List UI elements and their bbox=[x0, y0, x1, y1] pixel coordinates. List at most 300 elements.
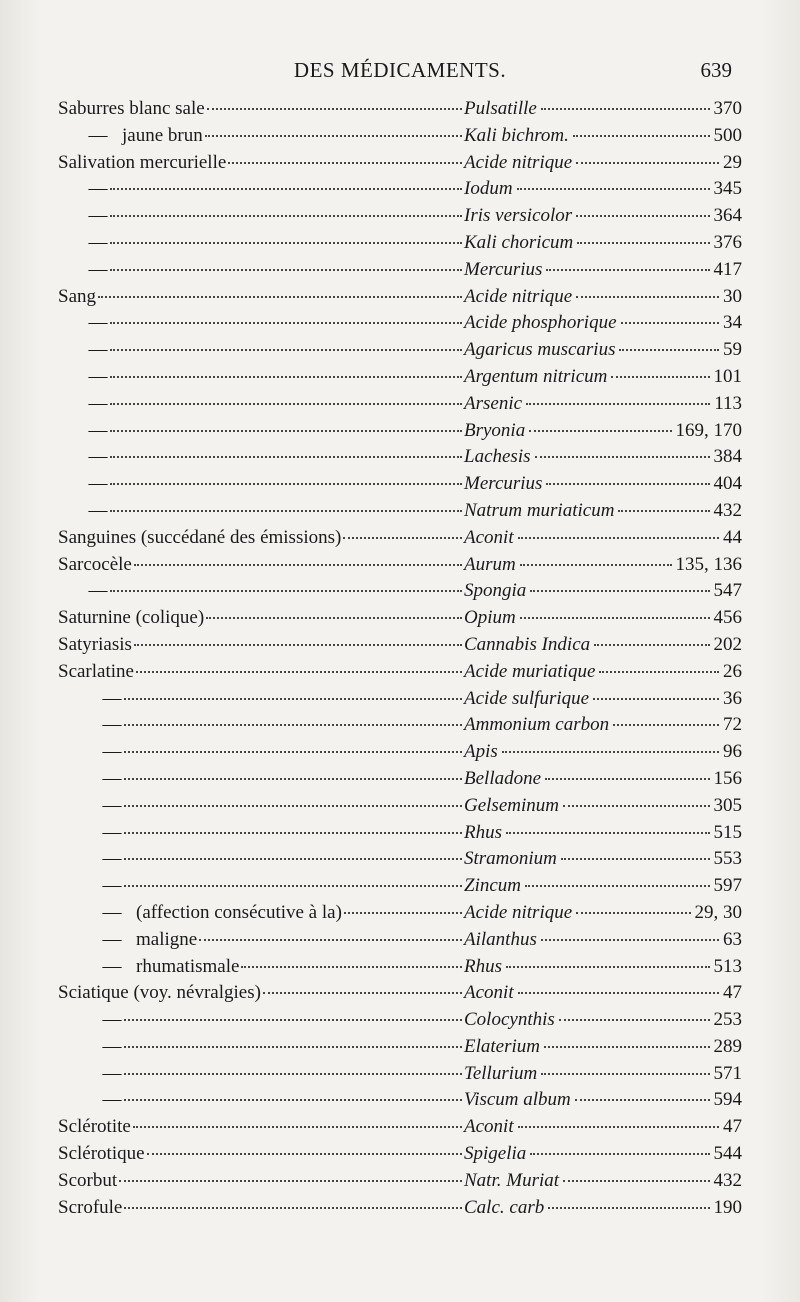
entry-term-group bbox=[58, 552, 132, 579]
entry-term-group bbox=[58, 1007, 122, 1034]
medicine-column bbox=[464, 391, 742, 418]
ditto-dash: — bbox=[102, 714, 122, 736]
dot-leader bbox=[576, 912, 690, 914]
medicine-name: Acide muriatique bbox=[464, 660, 596, 682]
entry-term: jaune brun bbox=[122, 124, 203, 146]
index-entry bbox=[58, 391, 742, 418]
entry-term: Sanguines (succédané des émissions) bbox=[58, 526, 342, 548]
dot-leader bbox=[343, 537, 462, 539]
entry-term-group bbox=[58, 310, 108, 337]
medicine-name: Aconit bbox=[464, 1116, 514, 1138]
dot-leader bbox=[576, 215, 709, 217]
medicine-name: Natr. Muriat bbox=[464, 1169, 560, 1191]
medicine-name: Argentum nitricum bbox=[464, 365, 608, 387]
index-entry bbox=[58, 900, 742, 927]
entry-term-group bbox=[58, 632, 132, 659]
page-reference: 101 bbox=[713, 365, 742, 387]
entry-term-group bbox=[58, 766, 122, 793]
dot-leader bbox=[546, 483, 709, 485]
dot-leader bbox=[110, 590, 462, 592]
index-entry bbox=[58, 284, 742, 311]
dot-leader bbox=[228, 162, 462, 164]
page-reference: 36 bbox=[723, 687, 742, 709]
dot-leader bbox=[561, 858, 710, 860]
page-reference: 29 bbox=[723, 151, 742, 173]
page-reference: 29, 30 bbox=[694, 901, 742, 923]
medicine-name: Rhus bbox=[464, 821, 502, 843]
index-entry bbox=[58, 364, 742, 391]
dot-leader bbox=[506, 966, 710, 968]
dot-leader bbox=[136, 671, 462, 673]
medicine-name: Acide sulfurique bbox=[464, 687, 590, 709]
medicine-column bbox=[464, 310, 742, 337]
ditto-dash: — bbox=[88, 392, 108, 414]
medicine-column bbox=[464, 578, 742, 605]
medicine-column bbox=[464, 980, 742, 1007]
page-reference: 404 bbox=[713, 473, 742, 495]
medicine-name: Aurum bbox=[464, 553, 516, 575]
medicine-column bbox=[464, 471, 742, 498]
page-reference: 26 bbox=[723, 660, 742, 682]
dot-leader bbox=[518, 1126, 719, 1128]
medicine-column bbox=[464, 605, 742, 632]
index-entry bbox=[58, 1168, 742, 1195]
entry-term-group bbox=[58, 471, 108, 498]
ditto-dash: — bbox=[88, 419, 108, 441]
index-entry bbox=[58, 471, 742, 498]
index-entry bbox=[58, 203, 742, 230]
entry-term-group bbox=[58, 1195, 122, 1222]
page-reference: 376 bbox=[713, 231, 742, 253]
medicine-column bbox=[464, 203, 742, 230]
dot-leader bbox=[110, 510, 462, 512]
entry-term: Scorbut bbox=[58, 1169, 118, 1191]
page-reference: 202 bbox=[713, 633, 742, 655]
medicine-name: Iodum bbox=[464, 178, 513, 200]
medicine-column bbox=[464, 1087, 742, 1114]
medicine-column bbox=[464, 954, 742, 981]
dot-leader bbox=[573, 135, 710, 137]
medicine-name: Aconit bbox=[464, 982, 514, 1004]
dot-leader bbox=[147, 1153, 462, 1155]
dot-leader bbox=[110, 269, 462, 271]
dot-leader bbox=[535, 456, 710, 458]
medicine-name: Mercurius bbox=[464, 258, 543, 280]
ditto-dash: — bbox=[102, 848, 122, 870]
dot-leader bbox=[548, 1207, 709, 1209]
dot-leader bbox=[544, 1046, 710, 1048]
dot-leader bbox=[124, 1073, 462, 1075]
page-reference: 253 bbox=[713, 1009, 742, 1031]
index-entry bbox=[58, 525, 742, 552]
medicine-name: Mercurius bbox=[464, 473, 543, 495]
entry-term-group bbox=[58, 659, 134, 686]
page-reference: 513 bbox=[713, 955, 742, 977]
page-reference: 135, 136 bbox=[675, 553, 742, 575]
medicine-column bbox=[464, 337, 742, 364]
entry-term-group bbox=[58, 739, 122, 766]
entry-term-group bbox=[58, 980, 261, 1007]
index-entry bbox=[58, 1195, 742, 1222]
dot-leader bbox=[599, 671, 719, 673]
page-reference: 456 bbox=[713, 607, 742, 629]
page-header bbox=[0, 58, 800, 88]
dot-leader bbox=[110, 403, 462, 405]
medicine-name: Agaricus muscarius bbox=[464, 339, 616, 361]
index-entry bbox=[58, 1141, 742, 1168]
page-reference: 597 bbox=[713, 875, 742, 897]
entry-term-group bbox=[58, 686, 122, 713]
dot-leader bbox=[502, 751, 719, 753]
index-entry bbox=[58, 846, 742, 873]
page-reference: 63 bbox=[723, 928, 742, 950]
dot-leader bbox=[541, 108, 710, 110]
page-reference: 515 bbox=[713, 821, 742, 843]
medicine-name: Acide nitrique bbox=[464, 151, 573, 173]
index-entry bbox=[58, 498, 742, 525]
page-reference: 96 bbox=[723, 741, 742, 763]
entry-term: Salivation mercurielle bbox=[58, 151, 227, 173]
dot-leader bbox=[124, 1099, 462, 1101]
entry-term-group bbox=[58, 793, 122, 820]
medicine-column bbox=[464, 712, 742, 739]
dot-leader bbox=[124, 751, 462, 753]
index-entry bbox=[58, 1061, 742, 1088]
entry-term-group bbox=[58, 364, 108, 391]
index-entry bbox=[58, 96, 742, 123]
medicine-name: Bryonia bbox=[464, 419, 526, 441]
index-entry bbox=[58, 1114, 742, 1141]
dot-leader bbox=[241, 966, 462, 968]
dot-leader bbox=[110, 242, 462, 244]
page-reference: 571 bbox=[713, 1062, 742, 1084]
entry-term-group bbox=[58, 1168, 117, 1195]
ditto-dash: — bbox=[88, 312, 108, 334]
page-reference: 169, 170 bbox=[675, 419, 742, 441]
dot-leader bbox=[518, 992, 719, 994]
dot-leader bbox=[621, 322, 719, 324]
ditto-dash: — bbox=[102, 687, 122, 709]
medicine-name: Belladone bbox=[464, 767, 542, 789]
ditto-dash: — bbox=[102, 955, 122, 977]
medicine-column bbox=[464, 1168, 742, 1195]
medicine-name: Aconit bbox=[464, 526, 514, 548]
entry-term: Sclérotite bbox=[58, 1116, 131, 1138]
medicine-column bbox=[464, 525, 742, 552]
page-reference: 190 bbox=[713, 1196, 742, 1218]
dot-leader bbox=[98, 296, 462, 298]
entry-term-group bbox=[58, 525, 341, 552]
index-entry bbox=[58, 1087, 742, 1114]
page-reference: 47 bbox=[723, 1116, 742, 1138]
page-reference: 30 bbox=[723, 285, 742, 307]
page-reference: 364 bbox=[713, 205, 742, 227]
medicine-column bbox=[464, 96, 742, 123]
medicine-column bbox=[464, 1114, 742, 1141]
dot-leader bbox=[205, 135, 462, 137]
medicine-column bbox=[464, 900, 742, 927]
page-reference: 384 bbox=[713, 446, 742, 468]
medicine-name: Kali bichrom. bbox=[464, 124, 569, 146]
medicine-name: Calc. carb bbox=[464, 1196, 545, 1218]
index-entry bbox=[58, 712, 742, 739]
dot-leader bbox=[124, 858, 462, 860]
entry-term-group bbox=[58, 873, 122, 900]
entry-term: Satyriasis bbox=[58, 633, 132, 655]
page-reference: 547 bbox=[713, 580, 742, 602]
index-entry bbox=[58, 686, 742, 713]
page-reference: 500 bbox=[713, 124, 742, 146]
index-entry bbox=[58, 739, 742, 766]
medicine-column bbox=[464, 498, 742, 525]
entry-term-group bbox=[58, 284, 96, 311]
medicine-column bbox=[464, 632, 742, 659]
index-entry bbox=[58, 659, 742, 686]
entry-term-group bbox=[58, 712, 122, 739]
ditto-dash: — bbox=[88, 178, 108, 200]
dot-leader bbox=[134, 564, 462, 566]
dot-leader bbox=[124, 805, 462, 807]
index-entry bbox=[58, 766, 742, 793]
medicine-name: Natrum muriaticum bbox=[464, 499, 615, 521]
dot-leader bbox=[124, 885, 462, 887]
page-reference: 544 bbox=[713, 1143, 742, 1165]
entry-term-group bbox=[58, 605, 204, 632]
ditto-dash: — bbox=[88, 258, 108, 280]
index-entry bbox=[58, 552, 742, 579]
entry-term-group bbox=[58, 578, 108, 605]
entry-term: Scrofule bbox=[58, 1196, 123, 1218]
medicine-column bbox=[464, 123, 742, 150]
dot-leader bbox=[124, 1207, 462, 1209]
index-entry bbox=[58, 820, 742, 847]
dot-leader bbox=[576, 296, 719, 298]
medicine-name: Ammonium carbon bbox=[464, 714, 610, 736]
entry-term-group bbox=[58, 900, 342, 927]
medicine-name: Elaterium bbox=[464, 1035, 540, 1057]
index-entry bbox=[58, 257, 742, 284]
entry-term-group bbox=[58, 123, 203, 150]
entry-term: (affection consécutive à la) bbox=[136, 901, 342, 923]
entry-term-group bbox=[58, 391, 108, 418]
ditto-dash: — bbox=[102, 928, 122, 950]
running-title: DES MÉDICAMENTS. bbox=[293, 58, 507, 82]
dot-leader bbox=[124, 698, 462, 700]
ditto-dash: — bbox=[102, 1089, 122, 1111]
index-entry bbox=[58, 123, 742, 150]
entry-term: Sang bbox=[58, 285, 96, 307]
entry-term-group bbox=[58, 337, 108, 364]
page-reference: 72 bbox=[723, 714, 742, 736]
medicine-column bbox=[464, 820, 742, 847]
ditto-dash: — bbox=[102, 1062, 122, 1084]
dot-leader bbox=[263, 992, 462, 994]
page-reference: 345 bbox=[713, 178, 742, 200]
ditto-dash: — bbox=[88, 205, 108, 227]
dot-leader bbox=[594, 644, 709, 646]
dot-leader bbox=[124, 724, 462, 726]
medicine-name: Apis bbox=[464, 741, 498, 763]
entry-term-group bbox=[58, 1087, 122, 1114]
page-reference: 113 bbox=[714, 392, 742, 414]
entry-term-group bbox=[58, 927, 197, 954]
medicine-name: Opium bbox=[464, 607, 516, 629]
medicine-name: Gelseminum bbox=[464, 794, 559, 816]
medicine-name: Kali choricum bbox=[464, 231, 574, 253]
index-entry bbox=[58, 980, 742, 1007]
ditto-dash: — bbox=[102, 821, 122, 843]
medicine-name: Acide nitrique bbox=[464, 285, 573, 307]
dot-leader bbox=[110, 322, 462, 324]
entry-term-group bbox=[58, 230, 108, 257]
dot-leader bbox=[110, 430, 462, 432]
entry-term: rhumatismale bbox=[136, 955, 240, 977]
index-list bbox=[58, 96, 742, 1221]
page-reference: 553 bbox=[713, 848, 742, 870]
medicine-name: Pulsatille bbox=[464, 98, 537, 119]
dot-leader bbox=[577, 242, 709, 244]
dot-leader bbox=[529, 430, 671, 432]
entry-term-group bbox=[58, 96, 205, 123]
medicine-name: Ailanthus bbox=[464, 928, 537, 950]
page-reference: 370 bbox=[713, 98, 742, 119]
index-entry bbox=[58, 873, 742, 900]
page-reference: 47 bbox=[723, 982, 742, 1004]
dot-leader bbox=[119, 1180, 462, 1182]
index-entry bbox=[58, 150, 742, 177]
page-reference: 156 bbox=[713, 767, 742, 789]
dot-leader bbox=[506, 832, 710, 834]
dot-leader bbox=[110, 349, 462, 351]
ditto-dash: — bbox=[88, 231, 108, 253]
dot-leader bbox=[124, 1046, 462, 1048]
medicine-column bbox=[464, 230, 742, 257]
index-entry bbox=[58, 1007, 742, 1034]
dot-leader bbox=[619, 349, 719, 351]
dot-leader bbox=[110, 376, 462, 378]
dot-leader bbox=[134, 644, 462, 646]
medicine-column bbox=[464, 444, 742, 471]
entry-term-group bbox=[58, 444, 108, 471]
dot-leader bbox=[530, 590, 709, 592]
ditto-dash: — bbox=[102, 875, 122, 897]
dot-leader bbox=[546, 269, 709, 271]
index-entry bbox=[58, 1034, 742, 1061]
index-entry bbox=[58, 444, 742, 471]
entry-term-group bbox=[58, 418, 108, 445]
entry-term-group bbox=[58, 846, 122, 873]
entry-term: Sarcocèle bbox=[58, 553, 132, 575]
medicine-column bbox=[464, 659, 742, 686]
medicine-name: Colocynthis bbox=[464, 1009, 555, 1031]
index-entry bbox=[58, 578, 742, 605]
medicine-name: Arsenic bbox=[464, 392, 523, 414]
ditto-dash: — bbox=[88, 365, 108, 387]
index-entry bbox=[58, 632, 742, 659]
medicine-name: Zincum bbox=[464, 875, 521, 897]
entry-term-group bbox=[58, 1061, 122, 1088]
index-entry bbox=[58, 230, 742, 257]
dot-leader bbox=[611, 376, 709, 378]
dot-leader bbox=[520, 564, 672, 566]
medicine-column bbox=[464, 284, 742, 311]
dot-leader bbox=[618, 510, 709, 512]
medicine-column bbox=[464, 176, 742, 203]
medicine-name: Iris versicolor bbox=[464, 205, 573, 227]
medicine-column bbox=[464, 1007, 742, 1034]
medicine-column bbox=[464, 927, 742, 954]
page-reference: 432 bbox=[713, 499, 742, 521]
ditto-dash: — bbox=[88, 499, 108, 521]
dot-leader bbox=[110, 215, 462, 217]
medicine-name: Cannabis Indica bbox=[464, 633, 591, 655]
medicine-column bbox=[464, 364, 742, 391]
dot-leader bbox=[124, 1019, 462, 1021]
ditto-dash: — bbox=[88, 473, 108, 495]
dot-leader bbox=[559, 1019, 710, 1021]
medicine-column bbox=[464, 1141, 742, 1168]
dot-leader bbox=[530, 1153, 709, 1155]
index-entry bbox=[58, 418, 742, 445]
dot-leader bbox=[563, 1180, 709, 1182]
medicine-column bbox=[464, 257, 742, 284]
medicine-name: Acide nitrique bbox=[464, 901, 573, 923]
medicine-name: Spigelia bbox=[464, 1143, 527, 1165]
ditto-dash: — bbox=[88, 580, 108, 602]
entry-term: Sclérotique bbox=[58, 1143, 145, 1165]
entry-term-group bbox=[58, 257, 108, 284]
dot-leader bbox=[110, 188, 462, 190]
dot-leader bbox=[526, 403, 710, 405]
dot-leader bbox=[575, 1099, 710, 1101]
ditto-dash: — bbox=[102, 741, 122, 763]
entry-term: maligne bbox=[136, 928, 198, 950]
page-reference: 59 bbox=[723, 339, 742, 361]
entry-term-group bbox=[58, 498, 108, 525]
entry-term: Scarlatine bbox=[58, 660, 134, 682]
dot-leader bbox=[525, 885, 710, 887]
medicine-column bbox=[464, 739, 742, 766]
index-entry bbox=[58, 605, 742, 632]
entry-term-group bbox=[58, 203, 108, 230]
medicine-name: Rhus bbox=[464, 955, 502, 977]
page-reference: 417 bbox=[713, 258, 742, 280]
entry-term-group bbox=[58, 1034, 122, 1061]
entry-term-group bbox=[58, 1114, 131, 1141]
entry-term-group bbox=[58, 820, 122, 847]
page-number: 639 bbox=[700, 58, 732, 82]
page-reference: 305 bbox=[713, 794, 742, 816]
dot-leader bbox=[541, 1073, 709, 1075]
dot-leader bbox=[207, 108, 462, 110]
medicine-column bbox=[464, 873, 742, 900]
medicine-name: Viscum album bbox=[464, 1089, 571, 1111]
medicine-name: Tellurium bbox=[464, 1062, 538, 1084]
dot-leader bbox=[593, 698, 719, 700]
page-reference: 594 bbox=[713, 1089, 742, 1111]
page-reference: 44 bbox=[723, 526, 742, 548]
index-entry bbox=[58, 310, 742, 337]
dot-leader bbox=[110, 483, 462, 485]
page-reference: 432 bbox=[713, 1169, 742, 1191]
ditto-dash: — bbox=[102, 794, 122, 816]
medicine-column bbox=[464, 418, 742, 445]
entry-term-group bbox=[58, 176, 108, 203]
dot-leader bbox=[133, 1126, 462, 1128]
dot-leader bbox=[124, 832, 462, 834]
dot-leader bbox=[576, 162, 719, 164]
dot-leader bbox=[206, 617, 462, 619]
